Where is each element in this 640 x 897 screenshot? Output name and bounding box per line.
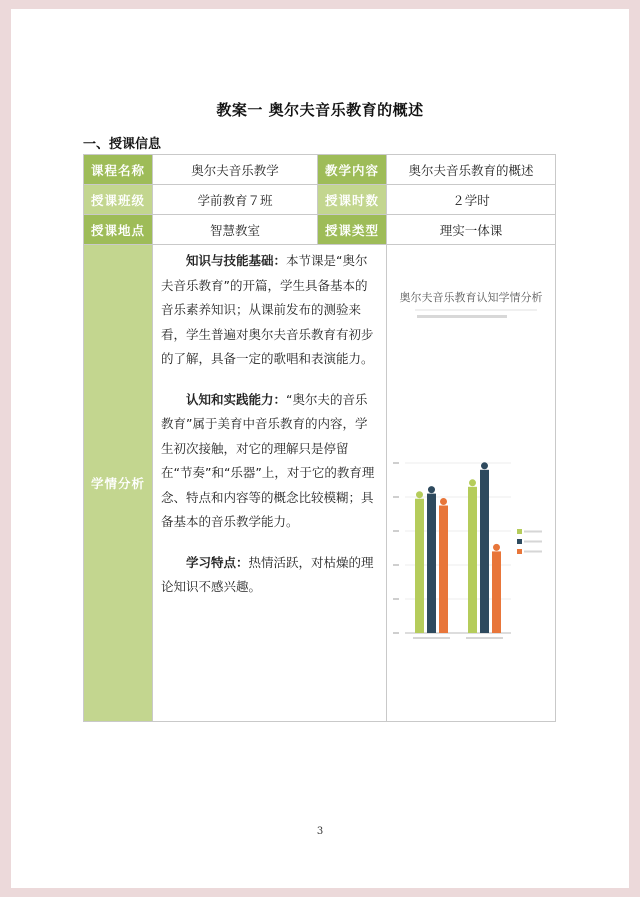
paragraph-lead: 知识与技能基础： xyxy=(186,253,287,268)
label-lesson-type: 授课类型 xyxy=(318,215,387,245)
bar-marker xyxy=(428,486,435,493)
legend-swatch xyxy=(517,529,522,534)
legend-label-placeholder xyxy=(524,541,542,543)
value-hours: ２学时 xyxy=(387,185,556,215)
value-class: 学前教育７班 xyxy=(153,185,318,215)
section-heading: 一、授课信息 xyxy=(83,137,162,152)
paragraph-body: 热情活跃，对枯燥的理论知识不感兴趣。 xyxy=(161,554,374,594)
bar-marker xyxy=(469,479,476,486)
document-page xyxy=(11,9,629,888)
bar xyxy=(480,470,489,633)
paragraph-knowledge xyxy=(161,249,378,372)
label-course-name: 课程名称 xyxy=(84,155,153,185)
bar xyxy=(415,499,424,633)
bar-chart xyxy=(387,245,556,721)
bar-marker xyxy=(493,544,500,551)
bar xyxy=(439,506,448,634)
bar xyxy=(492,551,501,633)
y-tick-mark xyxy=(393,632,399,634)
bar-marker xyxy=(416,491,423,498)
page-number: 3 xyxy=(316,826,324,837)
y-tick-mark xyxy=(393,496,399,498)
y-tick-mark xyxy=(393,462,399,464)
paragraph-cognition xyxy=(161,388,378,535)
paragraph-body: 本节课是“奥尔夫音乐教育”的开篇，学生具备基本的音乐素养知识；从课前发布的测验来看，学生普遍对奥尔夫音乐教育有初步的了解，具备一定的歌唱和表演能力。 xyxy=(161,253,374,366)
analysis-text xyxy=(153,245,387,722)
label-hours: 授课时数 xyxy=(318,185,387,215)
paragraph-lead: 学习特点： xyxy=(186,554,249,570)
value-teaching-content: 奥尔夫音乐教育的概述 xyxy=(387,155,556,185)
legend-label-placeholder xyxy=(524,551,542,553)
value-course-name: 奥尔夫音乐教学 xyxy=(153,155,318,185)
value-lesson-type: 理实一体课 xyxy=(387,215,556,245)
legend-label-placeholder xyxy=(524,531,542,533)
bar xyxy=(468,487,477,633)
paragraph-body: “奥尔夫的音乐教育”属于美育中音乐教育的内容，学生初次接触，对它的理解只是停留在“节奏”和“乐器”上，对于它的教育理念、特点和内容等的概念比较模糊；具备基本的音乐教学能力。 xyxy=(161,391,375,529)
y-tick-mark xyxy=(393,564,399,566)
legend-swatch xyxy=(517,549,522,554)
course-info-table xyxy=(83,154,556,722)
category-label-placeholder xyxy=(413,637,450,639)
page-title: 教案一 奥尔夫音乐教育的概述 xyxy=(216,101,424,119)
table-row xyxy=(84,245,556,722)
table-row xyxy=(84,185,556,215)
bar-marker xyxy=(481,462,488,469)
bar xyxy=(427,494,436,633)
category-label-placeholder xyxy=(466,637,503,639)
label-teaching-content: 教学内容 xyxy=(318,155,387,185)
y-tick-mark xyxy=(393,530,399,532)
label-location: 授课地点 xyxy=(84,215,153,245)
chart-title: 奥尔夫音乐教育认知学情分析 xyxy=(399,291,543,304)
chart-inner-caption xyxy=(417,315,507,318)
table-row xyxy=(84,215,556,245)
value-location: 智慧教室 xyxy=(153,215,318,245)
bar-marker xyxy=(440,498,447,505)
chart-cell xyxy=(387,245,556,722)
paragraph-lead: 认知和实践能力： xyxy=(186,391,287,407)
legend-swatch xyxy=(517,539,522,544)
paragraph-traits xyxy=(161,551,378,600)
label-analysis: 学情分析 xyxy=(84,245,153,722)
label-class: 授课班级 xyxy=(84,185,153,215)
y-tick-mark xyxy=(393,598,399,600)
table-row xyxy=(84,155,556,185)
